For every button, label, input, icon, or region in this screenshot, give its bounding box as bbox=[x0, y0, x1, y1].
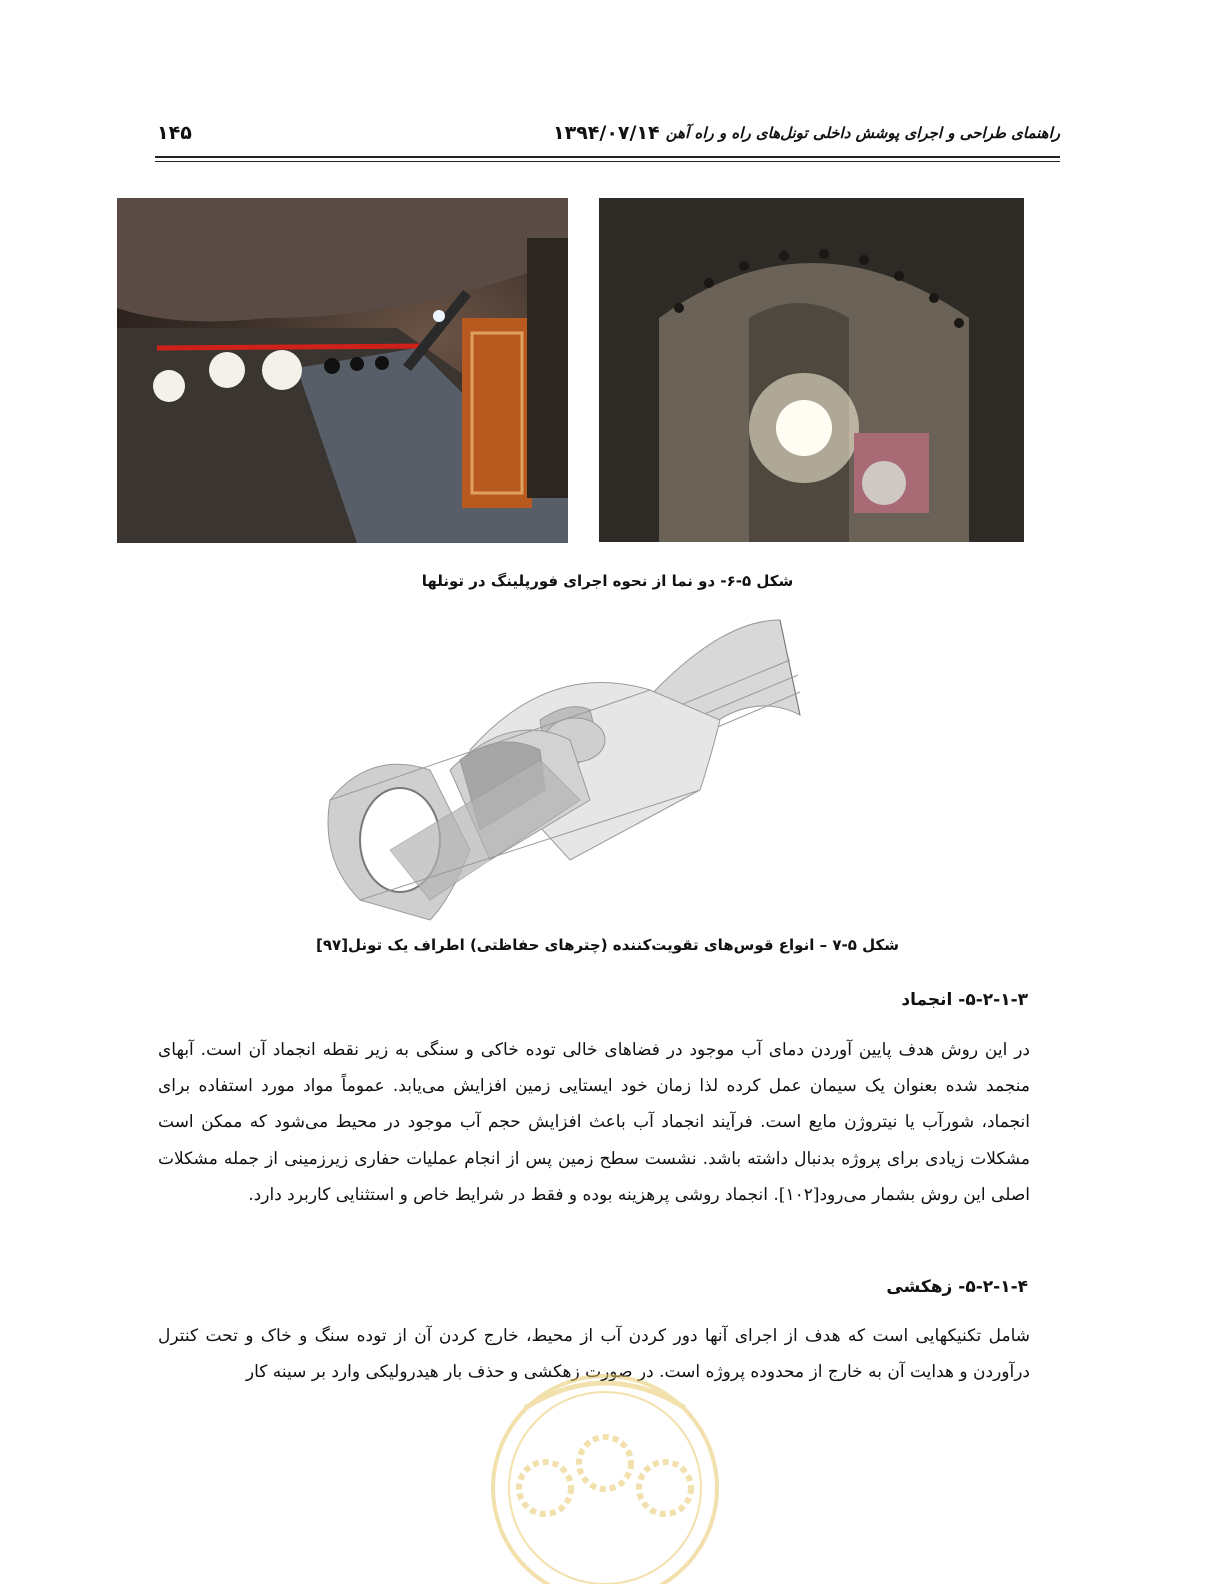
figure-caption: شکل ۵-۶- دو نما از نحوه اجرای فورپلینگ در تونلها bbox=[421, 572, 794, 590]
header-rule bbox=[155, 156, 1060, 158]
section-paragraph: شامل تکنیکهایی است که هدف از اجرای آنها دور کردن آب از محیط، خارج کردن آن از توده سنگ و خاک و تحت کنترل درآوردن و هدایت آن به خارج از محدوده پروژه است. در صورت زهکشی و حذف بار هیدرولیکی وارد بر سینه کار bbox=[158, 1326, 1030, 1383]
document-date: ۱۳۹۴/۰۷/۱۴ bbox=[553, 122, 660, 144]
watermark-seal bbox=[485, 1368, 725, 1584]
forepoling-tunnel-photo bbox=[599, 198, 1024, 542]
document-title: راهنمای طراحی و اجرای پوشش داخلی تونل‌های راه و راه آهن bbox=[665, 124, 1060, 142]
page-number: ۱۴۵ bbox=[157, 122, 192, 144]
header-rule-thin bbox=[155, 161, 1060, 162]
section-paragraph: در این روش هدف پایین آوردن دمای آب موجود در فضاهای خالی توده خاکی و سنگی به زیر نقطه انجماد آن است. آبهای منجمد شده بعنوان یک سیمان عمل کرده لذا زمان خود ایستایی زمین افزایش می‌یابد. عموماً مواد مورد استفاده برای انجماد، شورآب یا نیتروژن مایع است. فرآیند انجماد آب باعث افزایش حجم آب موجود در محیط می‌شود که ممکن است مشکلات زیادی برای پروژه بدنبال داشته باشد. نشست سطح زمین پس از انجام عملیات حفاری زیرزمینی از جمله مشکلات اصلی این روش بشمار می‌رود[۱۰۲]. انجماد روشی پرهزینه بوده و فقط در شرایط خاص و استثنایی کاربرد دارد. bbox=[158, 1040, 1030, 1205]
forepoling-drilling-photo bbox=[117, 198, 568, 543]
figure-caption: شکل ۵-۷ – انواع قوس‌های تقویت‌کننده (چترهای حفاظتی) اطراف یک تونل[۹۷] bbox=[316, 936, 899, 954]
section-heading: ۵-۲-۱-۴- زهکشی bbox=[886, 1277, 1028, 1297]
section-heading: ۵-۲-۱-۳- انجماد bbox=[901, 990, 1028, 1010]
page-header bbox=[155, 118, 1060, 150]
umbrella-arch-diagram bbox=[320, 600, 810, 925]
